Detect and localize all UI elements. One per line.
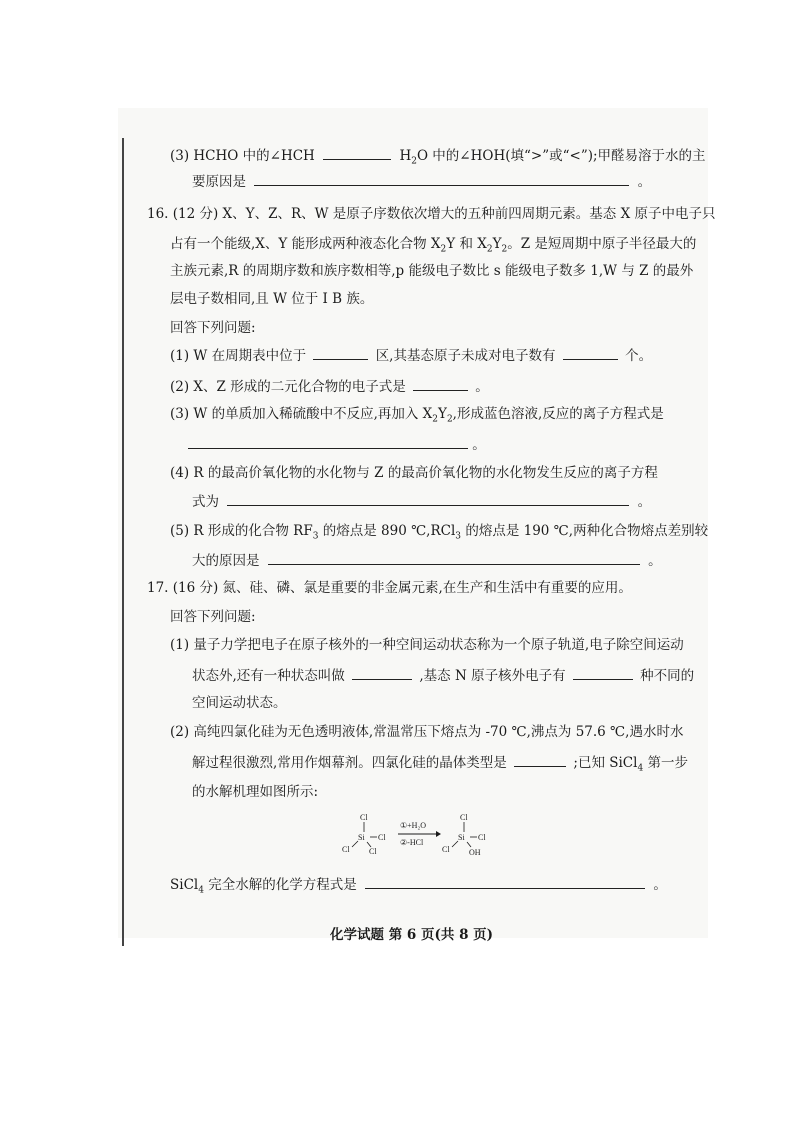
answer-blank[interactable] — [573, 667, 633, 680]
q16-part3-answer: 。 — [188, 436, 486, 453]
q17-intro: 17. (16 分) 氮、硅、磷、氯是重要的非金属元素,在生产和生活中有重要的应用。 — [147, 580, 632, 596]
q16-intro-line2: 占有一个能级,X、Y 能形成两种液态化合物 $X_2Y$ 和 $X_2Y_2$。Z 是短周期中原子半径最大的 — [170, 236, 697, 255]
q16-prompt: 回答下列问题: — [170, 320, 256, 336]
q17-part2-line2: 解过程很激烈,常用作烟幕剂。四氯化硅的晶体类型是 ;已知 SiCl$_4$ 第一步 — [192, 755, 688, 774]
q15-3-line1: (3) HCHO 中的∠HCH $H_2O$ 中的∠HOH(填“>”或“<”);甲醛易溶于水的主 — [170, 148, 706, 167]
answer-blank[interactable] — [563, 347, 618, 360]
q16-intro-line1: 16. (12 分) X、Y、Z、R、W 是原子序数依次增大的五种前四周期元素。基态 X 原子中电子只 — [147, 206, 716, 222]
answer-blank[interactable] — [227, 493, 629, 506]
q16-part2: (2) X、Z 形成的二元化合物的电子式是 。 — [170, 379, 489, 395]
cl-right-left: Cl — [378, 833, 386, 842]
answer-blank[interactable] — [323, 147, 391, 160]
cl-top-left: Cl — [360, 813, 368, 822]
answer-blank[interactable] — [313, 347, 368, 360]
arrow-bottom-label: ②-HCl — [400, 838, 424, 847]
answer-blank[interactable] — [254, 173, 629, 186]
q16-intro-line4: 层电子数相同,且 W 位于 I B 族。 — [170, 291, 374, 307]
q17-part1-line1: (1) 量子力学把电子在原子核外的一种空间运动状态称为一个原子轨道,电子除空间运动 — [170, 637, 684, 653]
q17-part1-line3: 空间运动状态。 — [192, 695, 287, 711]
q17-part2-line3: 的水解机理如图所示: — [192, 784, 319, 800]
q15-3-line2: 要原因是 。 — [192, 174, 652, 190]
cl-right-right: Cl — [478, 833, 486, 842]
cl-bottom-right-left: Cl — [369, 847, 377, 856]
q16-part1: (1) W 在周期表中位于 区,其基态原子未成对电子数有 个。 — [170, 348, 653, 364]
cl-top-right: Cl — [460, 813, 468, 822]
oh-group: OH — [469, 848, 481, 857]
left-margin-line — [122, 138, 124, 946]
q16-part4-line2: 式为 。 — [192, 494, 652, 510]
cl-bottom-left-right: Cl — [442, 845, 450, 854]
q16-part4-line1: (4) R 的最高价氧化物的水化物与 Z 的最高价氧化物的水化物发生反应的离子方程 — [170, 465, 658, 481]
page-footer: 化学试题 第 6 页(共 8 页) — [330, 927, 494, 943]
q17-part2-line1: (2) 高纯四氯化硅为无色透明液体,常温常压下熔点为 -70 ℃,沸点为 57.6 ℃,遇水时水 — [170, 724, 684, 740]
cl-bottom-left: Cl — [342, 845, 350, 854]
q16-part3: (3) W 的单质加入稀硫酸中不反应,再加入 $X_2Y_2$,形成蓝色溶液,反应的离子方程式是 — [170, 406, 664, 425]
q16-part5-line1: (5) R 形成的化合物 $RF_3$ 的熔点是 890 ℃,RCl$_3$ 的熔点是 190 ℃,两种化合物熔点差别较 — [170, 523, 709, 542]
si-right: Si — [458, 833, 465, 842]
q17-part1-line2: 状态外,还有一种状态叫做 ,基态 N 原子核外电子有 种不同的 — [192, 668, 695, 684]
answer-blank[interactable] — [352, 667, 412, 680]
answer-blank[interactable] — [365, 876, 645, 889]
answer-blank[interactable] — [268, 552, 640, 565]
si-left: Si — [358, 833, 365, 842]
answer-blank[interactable] — [188, 436, 468, 449]
answer-blank[interactable] — [514, 754, 566, 767]
q16-intro-line3: 主族元素,R 的周期序数和族序数相等,p 能级电子数比 s 能级电子数多 1,W 与 Z 的最外 — [170, 263, 694, 279]
answer-blank[interactable] — [413, 378, 468, 391]
arrow-top-label: ①+H₂O — [400, 821, 427, 830]
q17-part3: SiCl$_4$ 完全水解的化学方程式是 。 — [170, 877, 667, 896]
hydrolysis-mechanism-diagram — [340, 810, 500, 870]
q16-part5-line2: 大的原因是 。 — [192, 553, 662, 569]
q17-prompt: 回答下列问题: — [170, 609, 256, 625]
